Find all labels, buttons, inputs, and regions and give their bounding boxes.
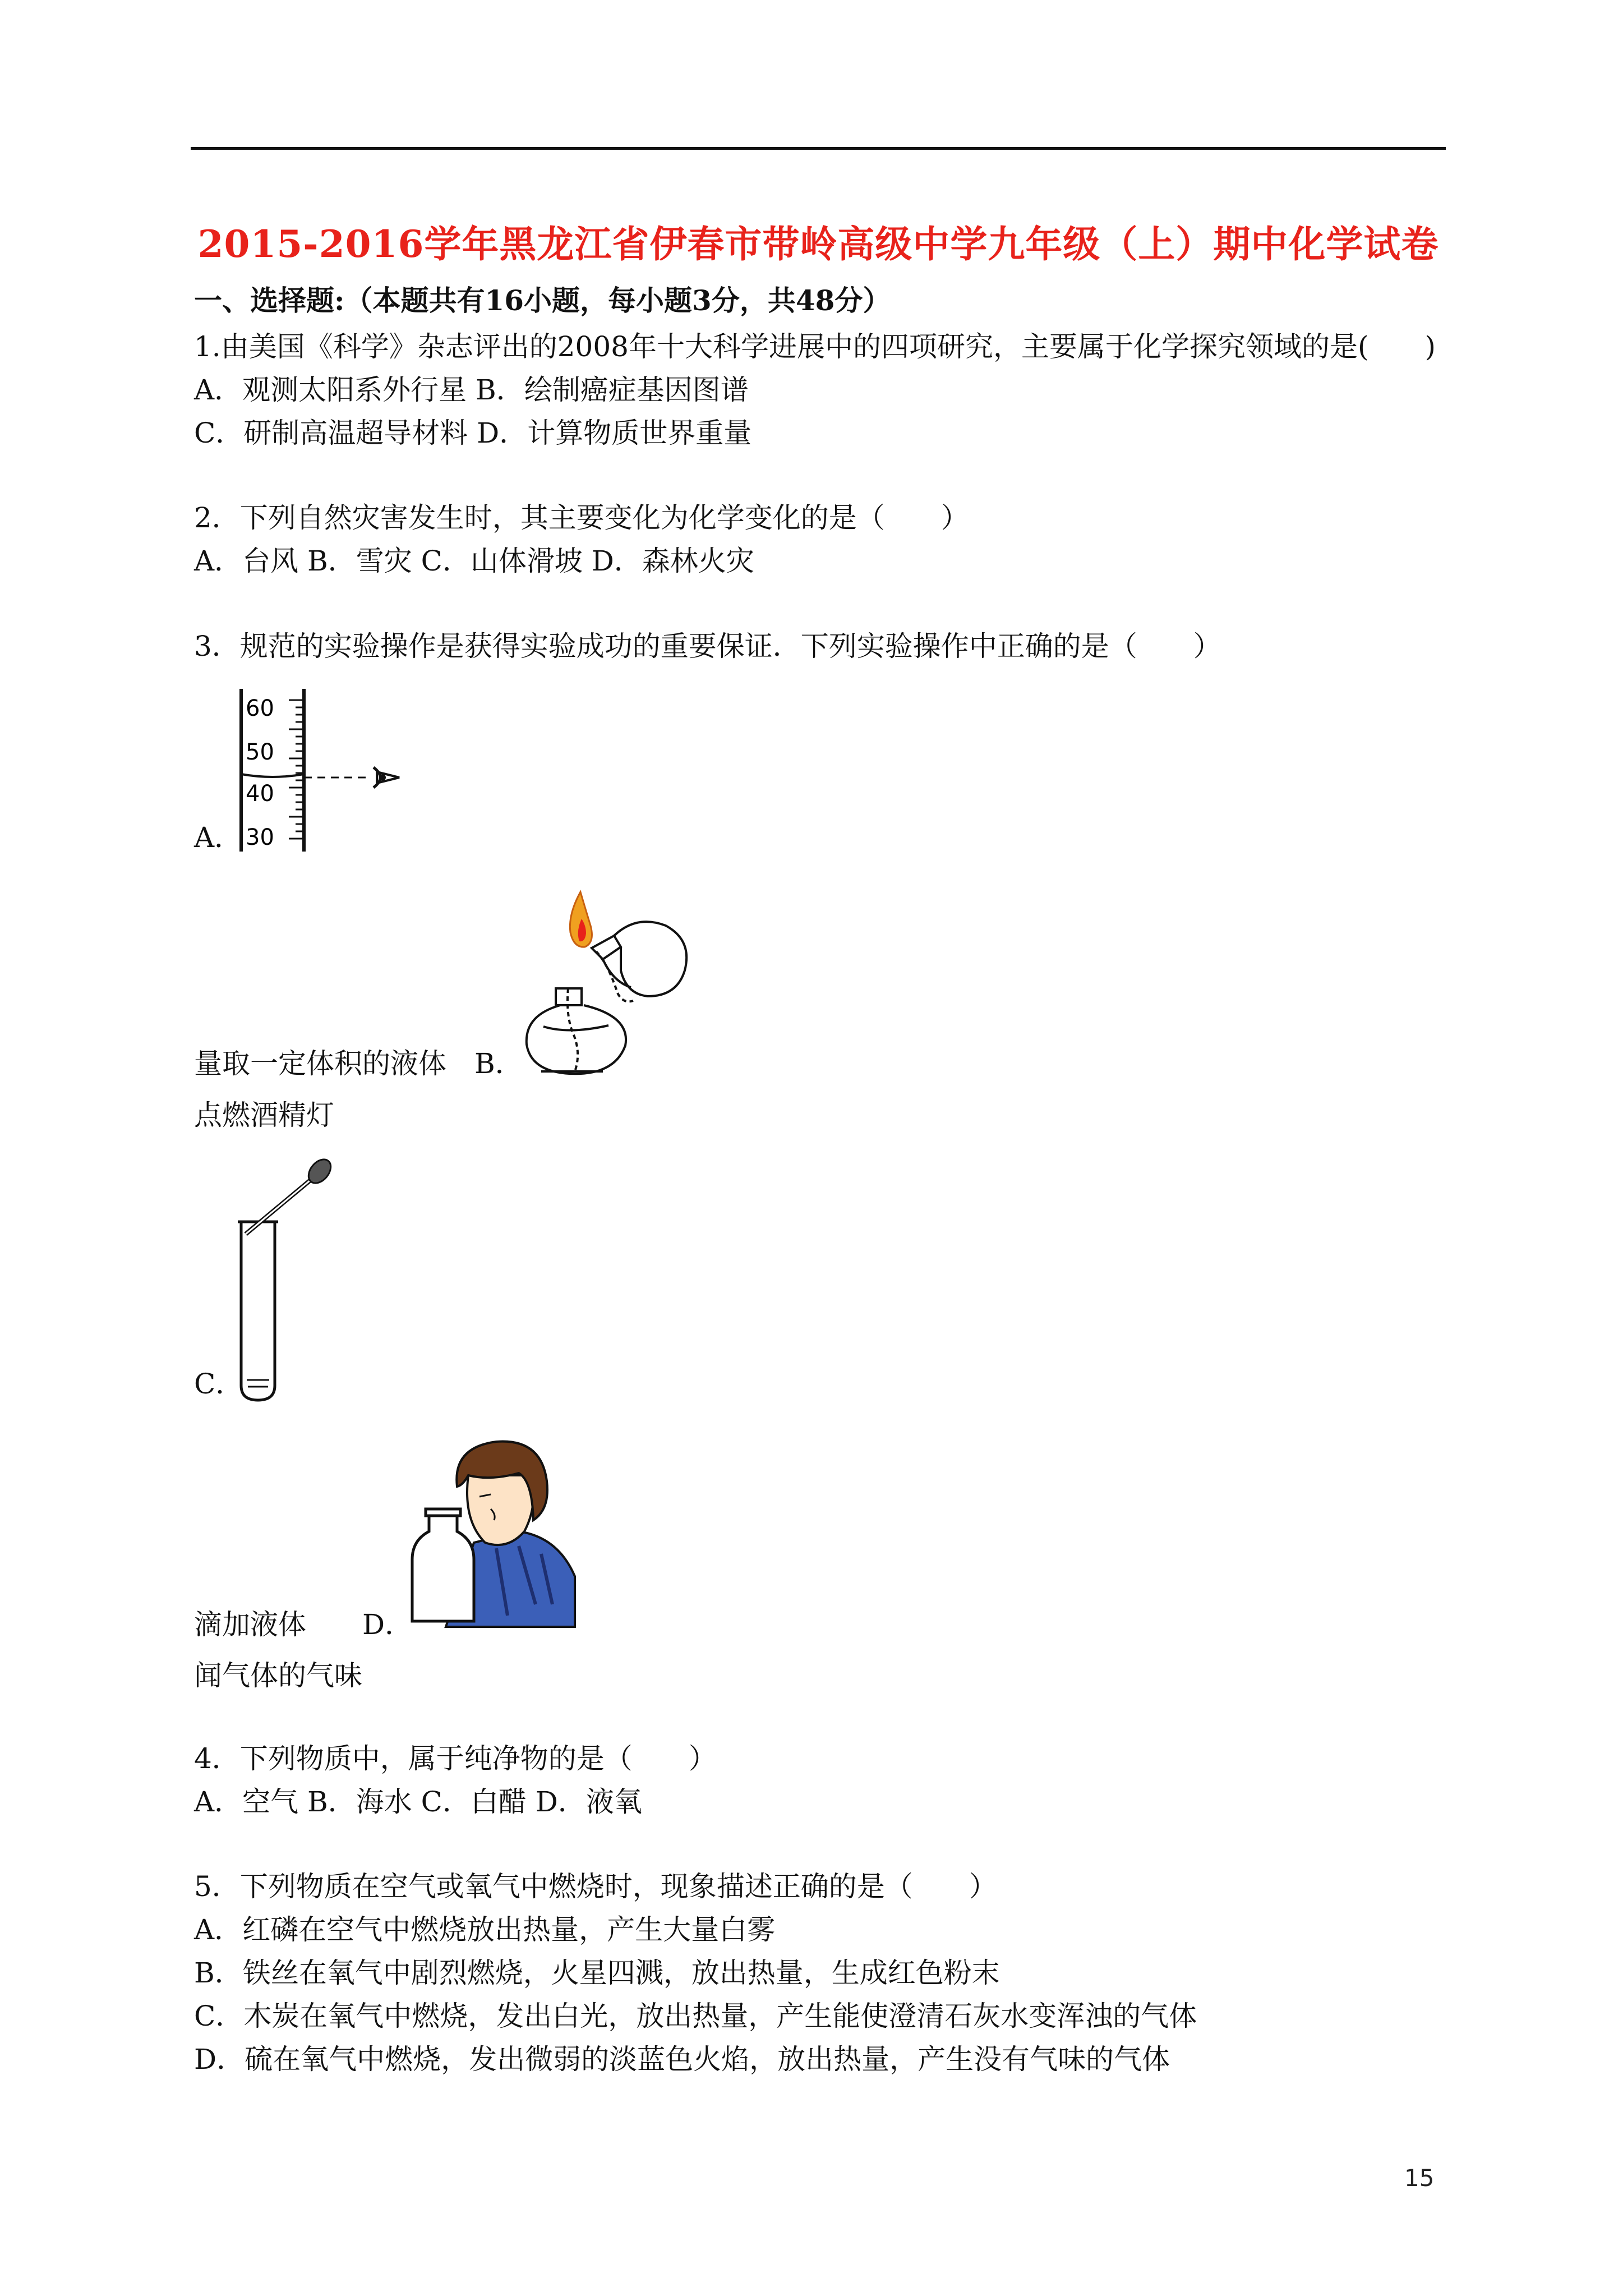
tilted-lamp [592,922,686,1001]
test-tube [238,1222,278,1400]
q3-option-c-letter: C． [194,1368,244,1400]
q5-stem: 5．下列物质在空气或氧气中燃烧时，现象描述正确的是（ ） [194,1870,997,1903]
test-tube-dropper-figure [236,1156,336,1402]
q2-options: A．台风 B．雪灾 C．山体滑坡 D．森林火灾 [194,545,754,577]
q5-option-b: B．铁丝在氧气中剧烈燃烧，火星四溅，放出热量，生成红色粉末 [194,1957,1000,1989]
q3-stem: 3．规范的实验操作是获得实验成功的重要保证．下列实验操作中正确的是（ ） [194,630,1221,662]
q5-option-c: C．木炭在氧气中燃烧，发出白光，放出热量，产生能使澄清石灰水变浑浊的气体 [194,2000,1197,2032]
graduated-cylinder-figure [236,689,415,857]
exam-title: 2015-2016学年黑龙江省伊春市带岭高级中学九年级（上）期中化学试卷 [197,222,1439,266]
section-heading: 一、选择题:（本题共有16小题，每小题3分，共48分） [194,284,891,317]
flame-icon [570,892,592,947]
eye-icon [374,767,399,788]
dropper-icon [246,1155,335,1234]
page-number: 15 [1404,2164,1435,2192]
header-rule [191,147,1446,150]
q1-options-cd: C．研制高温超导材料 D．计算物质世界重量 [194,417,752,449]
q1-stem: 1.由美国《科学》杂志评出的2008年十大科学进展中的四项研究，主要属于化学探究领域的是( ) [194,330,1436,363]
q3-option-c-caption: 滴加液体 D． [194,1608,413,1641]
q5-option-a: A．红磷在空气中燃烧放出热量，产生大量白雾 [194,1913,776,1946]
q3-option-d-caption: 闻气体的气味 [194,1659,362,1692]
tick-label-60: 60 [246,696,274,721]
tick-label-30: 30 [246,825,274,850]
q1-options-ab: A．观测太阳系外行星 B．绘制癌症基因图谱 [194,374,749,406]
alcohol-lamp-figure [519,886,709,1083]
gas-bottle [412,1509,474,1621]
q3-option-a-letter: A． [194,821,243,854]
q5-option-d: D．硫在氧气中燃烧，发出微弱的淡蓝色火焰，放出热量，产生没有气味的气体 [194,2043,1170,2076]
q2-stem: 2．下列自然灾害发生时，其主要变化为化学变化的是（ ） [194,501,969,534]
q4-stem: 4．下列物质中，属于纯净物的是（ ） [194,1742,717,1775]
q4-options: A．空气 B．海水 C．白醋 D．液氧 [194,1786,642,1818]
liquid-level [247,1380,269,1387]
liquid-meniscus [241,774,304,777]
q3-option-b-caption: 点燃酒精灯 [194,1099,334,1131]
upright-lamp [527,988,626,1074]
tick-label-40: 40 [246,781,274,807]
cylinder-scale [289,700,304,839]
q3-option-a-caption: 量取一定体积的液体 B． [194,1047,523,1080]
tick-label-50: 50 [246,739,274,765]
smelling-gas-figure [407,1436,575,1627]
